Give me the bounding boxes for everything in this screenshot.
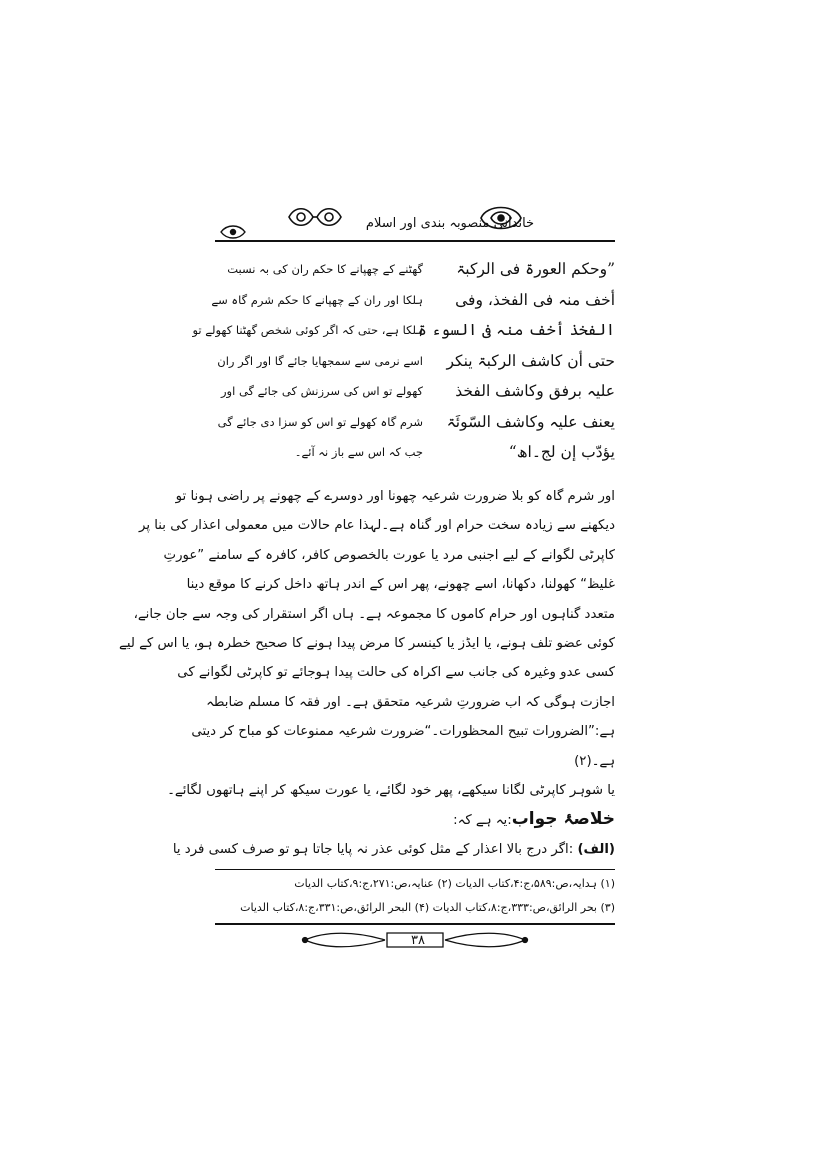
footnote-rule: [215, 869, 615, 870]
urdu-line: گھٹنے کے چھپانے کا حکم ران کی بہ نسبت: [227, 262, 423, 276]
point-text: :اگر درج بالا اعذار کے مثل کوئی عذر نہ پایا جاتا ہو تو صرف کسی فرد یا: [172, 841, 578, 857]
point-label: (الف): [577, 841, 615, 857]
urdu-line: جب کہ اس سے باز نہ آئے۔: [294, 445, 423, 459]
summary-heading-line: [215, 805, 615, 834]
urdu-line: شرم گاہ کھولے تو اس کو سزا دی جائے گی: [217, 414, 423, 429]
arabic-line: أخف منہ فی الفخذ، وفی: [455, 290, 615, 309]
page-header: [215, 202, 615, 248]
page-footer: [215, 915, 615, 951]
arabic-quotation: [417, 254, 615, 468]
arabic-line: حتی أن کاشف الرکبۃ ینکر: [446, 351, 615, 370]
arabic-line: علیہ برفق وکاشف الفخذ: [455, 382, 615, 400]
summary-heading: خلاصۂ جواب: [511, 809, 615, 830]
arabic-line: الفخذ أخف منہ فی السوء ۃ: [417, 321, 615, 339]
body-line: اجازت ہوگی کہ اب ضرورتِ شرعیہ متحقق ہے۔ اور فقہ کا مسلم ضابطہ: [206, 694, 615, 710]
body-line: غلیظ“ کھولنا، دکھانا، اسے چھونے، پھر اس کے اندر ہاتھ داخل کرنے کا موقع دینا: [186, 577, 615, 593]
summary-point-line: [172, 835, 615, 864]
body-line: دیکھنے سے زیادہ سخت حرام اور گناہ ہے۔لہذا عام حالات میں معمولی اعذار کی بنا پر: [138, 518, 615, 534]
summary-intro: :یہ ہے کہ:: [453, 813, 512, 829]
body-line: ہے۔(۲): [574, 753, 615, 769]
body-line: کاپرٹی لگوانے کے لیے اجنبی مرد یا عورت بالخصوص کافر، کافرہ کے سامنے ”عورتِ: [163, 547, 615, 563]
body-text: [119, 482, 615, 864]
arabic-line: یؤدّب إن لج۔اھ“: [508, 443, 615, 461]
urdu-translation: [192, 254, 423, 468]
urdu-line: اسے نرمی سے سمجھایا جائے گا اور اگر ران: [217, 353, 423, 368]
body-line: ہے:”الضرورات تبیح المحظورات۔“ضرورت شرعیہ ممنوعات کو مباح کر دیتی: [191, 724, 615, 740]
body-line: کسی عدو وغیرہ کی جانب سے اکراہ کی حالت پیدا ہوجائے تو کاپرٹی لگوانے کی: [177, 665, 615, 681]
footnote-line: (۳) بحر الرائق،ص:۳۳۳،ج:۸،کتاب الدیات (۴) البحر الرائق،ص:۳۳۱،ج:۸،کتاب الدیات: [240, 901, 615, 914]
arabic-line: یعنف علیہ وکاشف السّوئَۃ: [446, 412, 615, 431]
footnotes: [215, 872, 615, 920]
urdu-line: ہلکا ہے، حتی کہ اگر کوئی شخص گھٹنا کھولے تو: [192, 323, 423, 337]
arabic-line: ”وحکم العورۃ فی الرکبۃ: [456, 260, 615, 278]
running-title: خاندانی منصوبہ بندی اور اسلام: [365, 216, 535, 231]
urdu-line: کھولے تو اس کی سرزنش کی جائے گی اور: [220, 384, 423, 398]
quotation-block: [192, 254, 615, 484]
page-number: ۳۸: [411, 933, 425, 948]
footer-rule: [215, 923, 615, 925]
body-line: اور شرم گاہ کو بلا ضرورت شرعیہ چھونا اور دوسرے کے چھونے پر راضی ہونا تو: [175, 489, 615, 504]
body-line: کوئی عضو تلف ہونے، یا ایڈز یا کینسر کا مرض پیدا ہونے کا صحیح خطرہ ہو، یا اس کے لیے: [119, 635, 615, 651]
footnote-line: (۱) ہدایہ،ص:۵۸۹،ج:۴،کتاب الدیات (۲) عنایہ،ص:۲۷۱،ج:۹،کتاب الدیات: [294, 877, 615, 890]
body-line: یا شوہر کاپرٹی لگانا سیکھے، پھر خود لگائے، یا عورت سیکھ کر اپنے ہاتھوں لگائے۔: [167, 782, 615, 798]
ornament-small-left-icon: [219, 224, 247, 240]
urdu-line: ہلکا اور ران کے چھپانے کا حکم شرم گاہ سے: [211, 292, 423, 307]
header-rule: [215, 240, 615, 242]
body-line: متعدد گناہوں اور حرام کاموں کا مجموعہ ہے۔ ہاں اگر استقرار کی وجہ سے جان جانے،: [133, 606, 615, 622]
